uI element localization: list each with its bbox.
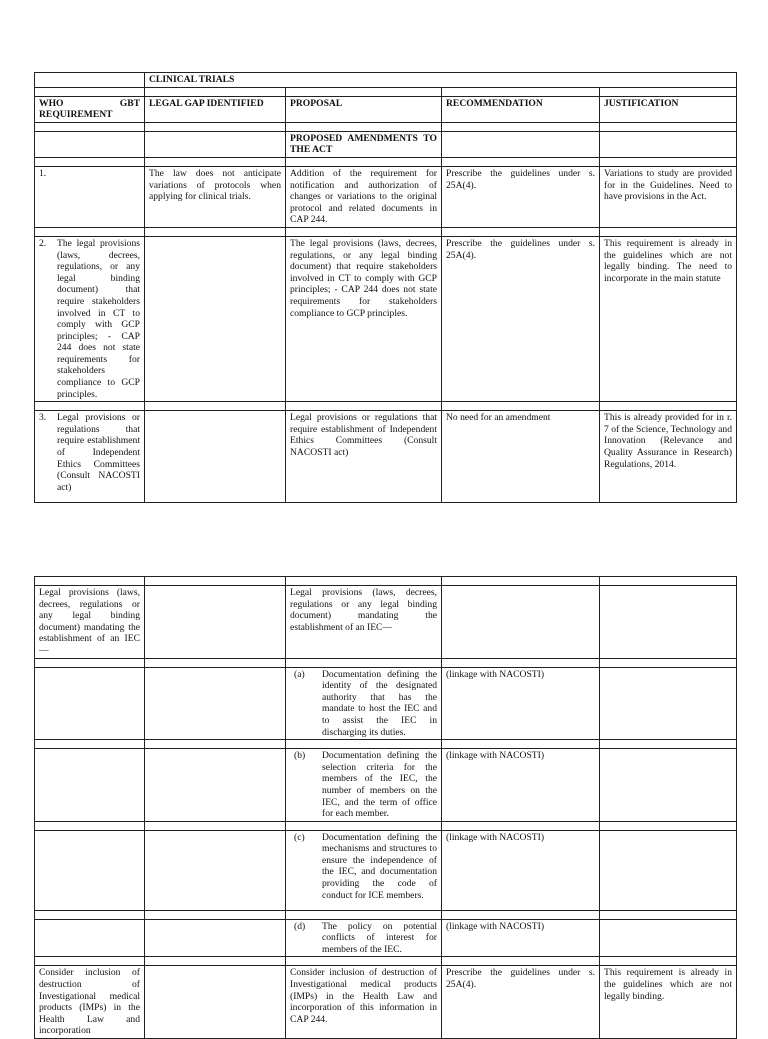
header-justification: JUSTIFICATION xyxy=(600,96,737,122)
table-row xyxy=(35,667,737,740)
subitem-label: (a) xyxy=(294,668,305,680)
table-row xyxy=(35,236,737,401)
header-recommendation: RECOMMENDATION xyxy=(442,96,600,122)
table-row xyxy=(35,166,737,227)
justification-cell: This is already provided for in r. 7 of the Science, Technology and Innovation (Relevance and Quality Assurance in Research) Regulations, 2014. xyxy=(600,411,737,503)
table-title: CLINICAL TRIALS xyxy=(145,73,737,88)
justification-cell: This requirement is already in the guidelines which are not legally binding. xyxy=(600,966,737,1039)
subitem-cell: (b) Documentation defining the selection criteria for the members of the IEC, the number of members on the IEC, and the term of office for each member. xyxy=(286,749,442,822)
justification-cell: Variations to study are provided for in the Guidelines. Need to have provisions in the Act. xyxy=(600,166,737,227)
table-row xyxy=(35,411,737,503)
header-legal-gap: LEGAL GAP IDENTIFIED xyxy=(145,96,286,122)
proposal-cell: Addition of the requirement for notification and authorization of changes or variations to the original protocol and related documents in CAP 244. xyxy=(286,166,442,227)
title-row xyxy=(35,73,737,88)
clinical-trials-table xyxy=(34,72,737,503)
header-who-requirement: WHO GBT REQUIREMENT xyxy=(35,96,145,122)
proposal-cell: The legal provisions (laws, decrees, regulations, or any legal binding document) that require stakeholders involved in CT to comply with GCP principles; - CAP 244 does not state requirements for stakeholders compliance to GCP principles. xyxy=(286,236,442,401)
table-row xyxy=(35,586,737,659)
subitem-label: (b) xyxy=(294,750,306,762)
section-heading: PROPOSED AMENDMENTS TO THE ACT xyxy=(286,131,442,157)
subitem-label: (c) xyxy=(294,831,305,843)
table-row xyxy=(35,830,737,910)
recommendation-cell: Prescribe the guidelines under s. 25A(4). xyxy=(442,966,600,1039)
justification-cell: This requirement is already in the guidelines which are not legally binding. The need to incorporate in the main statute xyxy=(600,236,737,401)
proposal-cell: Consider inclusion of destruction of Investigational medical products (IMPs) in the Health Law and incorporation of this information in CAP 244. xyxy=(286,966,442,1039)
recommendation-cell: (linkage with NACOSTI) xyxy=(442,830,600,910)
proposal-cell: Legal provisions or regulations that require establishment of Independent Ethics Committees (Consult NACOSTI act) xyxy=(286,411,442,503)
recommendation-cell: Prescribe the guidelines under s. 25A(4). xyxy=(442,166,600,227)
header-row xyxy=(35,96,737,122)
recommendation-cell: (linkage with NACOSTI) xyxy=(442,667,600,740)
gap-cell xyxy=(145,236,286,401)
table-row xyxy=(35,749,737,822)
gap-cell xyxy=(145,411,286,503)
row-number: 3. xyxy=(39,412,47,424)
proposal-cell: Legal provisions (laws, decrees, regulations or any legal binding document) mandating the establishment of an IEC— xyxy=(286,586,442,659)
requirement-cell: 3. Legal provisions or regulations that require establishment of Independent Ethics Committees (Consult NACOSTI act) xyxy=(35,411,145,503)
table-row xyxy=(35,966,737,1039)
iec-table xyxy=(34,576,737,1039)
section-row xyxy=(35,131,737,157)
recommendation-cell: (linkage with NACOSTI) xyxy=(442,919,600,957)
header-proposal: PROPOSAL xyxy=(286,96,442,122)
requirement-cell: Consider inclusion of destruction of Investigational medical products (IMPs) in the Health Law and incorporation xyxy=(35,966,145,1039)
table-row xyxy=(35,919,737,957)
requirement-cell: Legal provisions (laws, decrees, regulations or any legal binding document) mandating the establishment of an IEC— xyxy=(35,586,145,659)
subitem-label: (d) xyxy=(294,920,306,932)
subitem-cell: (d) The policy on potential conflicts of interest for members of the IEC. xyxy=(286,919,442,957)
subitem-cell: (a) Documentation defining the identity of the designated authority that has the mandate to host the IEC and to assist the IEC in discharging its duties. xyxy=(286,667,442,740)
subitem-cell: (c) Documentation defining the mechanisms and structures to ensure the independence of the IEC, and documentation providing the code of conduct for ICE members. xyxy=(286,830,442,910)
recommendation-cell: Prescribe the guidelines under s. 25A(4). xyxy=(442,236,600,401)
gap-cell: The law does not anticipate variations of protocols when applying for clinical trials. xyxy=(145,166,286,227)
requirement-cell xyxy=(35,166,145,227)
recommendation-cell: No need for an amendment xyxy=(442,411,600,503)
recommendation-cell: (linkage with NACOSTI) xyxy=(442,749,600,822)
row-number: 2. xyxy=(39,237,47,249)
requirement-cell: 2. The legal provisions (laws, decrees, regulations, or any legal binding document) that require stakeholders involved in CT to comply with GCP principles; - CAP 244 does not state requirements for stakeholders compliance to GCP principles. xyxy=(35,236,145,401)
row-number: 1. xyxy=(39,167,47,179)
